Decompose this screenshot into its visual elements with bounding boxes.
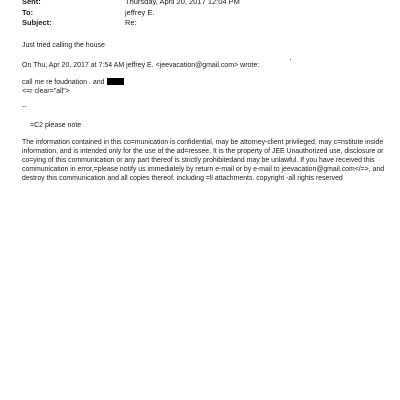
subject-value: Re:: [125, 18, 137, 27]
quoted-attribution: On Thu, Apr 20, 2017 at 7:54 AM jeffrey E. <jeevacation@gmail.com> wrote:: [22, 62, 260, 69]
please-note-line: =C2 please note: [30, 122, 82, 129]
sent-label: Sent:: [22, 0, 41, 6]
disclaimer-line: The information contained in this co=munication is confidential, may be attorney-client privileged, may c=nstitute inside: [22, 139, 384, 146]
scan-speck: [290, 59, 291, 60]
disclaimer-line: destroy this communication and all copies thereof, including =ll attachments. copyright -all rights reserved: [22, 174, 343, 182]
signature-separator: --: [22, 104, 27, 111]
redaction-block: [107, 78, 124, 85]
quoted-message-line: [22, 78, 124, 87]
reply-text: Just tried calling the house: [22, 42, 105, 49]
subject-label: Subject:: [22, 18, 52, 27]
to-value: jeffrey E.: [125, 8, 155, 17]
to-label: To:: [22, 8, 34, 17]
sent-value: Thursday, April 20, 2017 12:04 PM: [125, 0, 240, 6]
disclaimer-line: information, and is intended only for the use of the ad=ressee. It is the property of JEE Unauthorized use, disclosure or: [22, 147, 384, 155]
html-artifact-line: <=r clear="all">: [22, 88, 70, 95]
confidentiality-disclaimer: [22, 139, 385, 184]
disclaimer-line: co=ying of this communication or any part thereof is strictly prohibitedand may be unlawful. If you have received this: [22, 156, 375, 164]
quoted-message-text: call me re foudnation . and: [22, 79, 105, 86]
disclaimer-line: communication in error,=please notify us immediately by return e-mail or by e-mail to jeevacation@gmail.com</=>, and: [22, 165, 385, 173]
